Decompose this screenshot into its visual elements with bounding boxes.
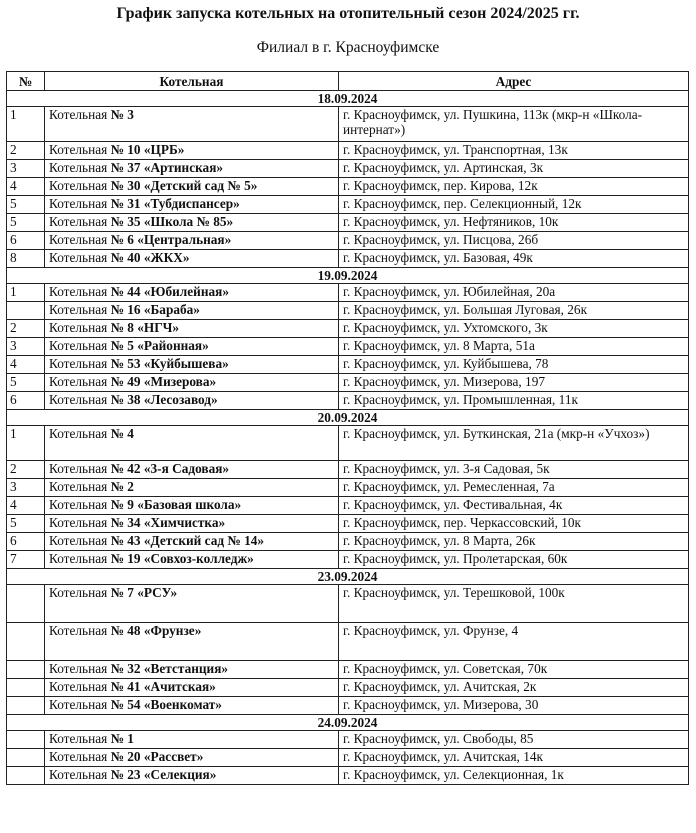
boiler-name-cell [45, 585, 339, 623]
boiler-name-cell [45, 515, 339, 533]
boiler-name: № 40 «ЖКХ» [110, 250, 190, 265]
boiler-name-cell [45, 392, 339, 410]
boiler-prefix: Котельная [49, 160, 111, 175]
boiler-name: № 41 «Ачитская» [110, 679, 216, 694]
address-cell: г. Красноуфимск, ул. 8 Марта, 26к [339, 533, 689, 551]
address-cell: г. Красноуфимск, пер. Селекционный, 12к [339, 196, 689, 214]
boiler-name: № 19 «Совхоз-колледж» [110, 551, 254, 566]
table-row [7, 585, 689, 623]
row-number: 6 [7, 392, 45, 410]
boiler-prefix: Котельная [49, 533, 111, 548]
table-row [7, 320, 689, 338]
address-cell: г. Красноуфимск, ул. Мизерова, 30 [339, 697, 689, 715]
start-date: 24.09.2024 [7, 715, 689, 731]
boiler-name: № 3 [110, 107, 134, 122]
date-group-row [7, 91, 689, 107]
row-number: 2 [7, 142, 45, 160]
start-date: 20.09.2024 [7, 410, 689, 426]
table-body [7, 91, 689, 785]
boiler-prefix: Котельная [49, 461, 111, 476]
boiler-name-cell [45, 374, 339, 392]
boiler-prefix: Котельная [49, 661, 111, 676]
address-cell: г. Красноуфимск, ул. Ачитская, 2к [339, 679, 689, 697]
row-number: 3 [7, 160, 45, 178]
boiler-prefix: Котельная [49, 426, 111, 441]
column-header-num: № [7, 72, 45, 91]
address-cell: г. Красноуфимск, ул. Фестивальная, 4к [339, 497, 689, 515]
boiler-prefix: Котельная [49, 284, 111, 299]
row-number: 7 [7, 551, 45, 569]
schedule-table [6, 71, 689, 785]
boiler-name: № 4 [110, 426, 134, 441]
address-cell: г. Красноуфимск, пер. Черкассовский, 10к [339, 515, 689, 533]
table-row [7, 142, 689, 160]
boiler-name: № 20 «Рассвет» [110, 749, 204, 764]
row-number: 5 [7, 214, 45, 232]
boiler-name: № 48 «Фрунзе» [110, 623, 202, 638]
row-number: 5 [7, 196, 45, 214]
table-row [7, 160, 689, 178]
boiler-name-cell [45, 302, 339, 320]
table-row [7, 461, 689, 479]
boiler-name-cell [45, 232, 339, 250]
column-header-address: Адрес [339, 72, 689, 91]
boiler-name: № 44 «Юбилейная» [110, 284, 229, 299]
address-cell: г. Красноуфимск, ул. Ремесленная, 7а [339, 479, 689, 497]
address-cell: г. Красноуфимск, ул. 3-я Садовая, 5к [339, 461, 689, 479]
boiler-prefix: Котельная [49, 392, 111, 407]
boiler-name-cell [45, 623, 339, 661]
row-number: 3 [7, 338, 45, 356]
row-number: 1 [7, 426, 45, 461]
boiler-name-cell [45, 749, 339, 767]
boiler-name-cell [45, 320, 339, 338]
boiler-prefix: Котельная [49, 623, 111, 638]
boiler-prefix: Котельная [49, 767, 111, 782]
boiler-name: № 10 «ЦРБ» [110, 142, 185, 157]
row-number: 6 [7, 533, 45, 551]
table-row [7, 426, 689, 461]
boiler-prefix: Котельная [49, 338, 111, 353]
boiler-name: № 30 «Детский сад № 5» [110, 178, 258, 193]
table-row [7, 302, 689, 320]
boiler-name-cell [45, 533, 339, 551]
table-row [7, 731, 689, 749]
address-cell: г. Красноуфимск, ул. Селекционная, 1к [339, 767, 689, 785]
row-number [7, 767, 45, 785]
row-number: 2 [7, 320, 45, 338]
address-cell: г. Красноуфимск, ул. Пушкина, 113к (мкр-н «Школа-интернат») [339, 107, 689, 142]
table-row [7, 196, 689, 214]
boiler-prefix: Котельная [49, 178, 111, 193]
boiler-prefix: Котельная [49, 374, 111, 389]
boiler-prefix: Котельная [49, 302, 111, 317]
address-cell: г. Красноуфимск, ул. Свободы, 85 [339, 731, 689, 749]
boiler-name-cell [45, 767, 339, 785]
table-row [7, 661, 689, 679]
boiler-name: № 1 [110, 731, 134, 746]
boiler-name: № 43 «Детский сад № 14» [110, 533, 265, 548]
boiler-prefix: Котельная [49, 142, 111, 157]
table-row [7, 284, 689, 302]
table-row [7, 515, 689, 533]
row-number: 1 [7, 107, 45, 142]
boiler-prefix: Котельная [49, 250, 111, 265]
boiler-name: № 16 «Бараба» [110, 302, 200, 317]
boiler-name-cell [45, 356, 339, 374]
boiler-name: № 9 «Базовая школа» [110, 497, 242, 512]
boiler-name-cell [45, 284, 339, 302]
address-cell: г. Красноуфимск, ул. Пролетарская, 60к [339, 551, 689, 569]
boiler-name: № 2 [110, 479, 134, 494]
row-number: 1 [7, 284, 45, 302]
boiler-name-cell [45, 479, 339, 497]
boiler-name: № 38 «Лесозавод» [110, 392, 218, 407]
table-row [7, 356, 689, 374]
row-number [7, 623, 45, 661]
boiler-name-cell [45, 426, 339, 461]
start-date: 18.09.2024 [7, 91, 689, 107]
boiler-name-cell [45, 142, 339, 160]
boiler-name: № 53 «Куйбышева» [110, 356, 229, 371]
row-number: 5 [7, 515, 45, 533]
boiler-prefix: Котельная [49, 679, 111, 694]
address-cell: г. Красноуфимск, ул. Ухтомского, 3к [339, 320, 689, 338]
boiler-name-cell [45, 196, 339, 214]
column-header-boiler: Котельная [45, 72, 339, 91]
boiler-name-cell [45, 461, 339, 479]
row-number [7, 749, 45, 767]
row-number: 3 [7, 479, 45, 497]
boiler-name-cell [45, 214, 339, 232]
boiler-name: № 6 «Центральная» [110, 232, 232, 247]
boiler-prefix: Котельная [49, 356, 111, 371]
boiler-name-cell [45, 497, 339, 515]
address-cell: г. Красноуфимск, ул. Артинская, 3к [339, 160, 689, 178]
table-row [7, 214, 689, 232]
boiler-name: № 54 «Военкомат» [110, 697, 222, 712]
address-cell: г. Красноуфимск, ул. Большая Луговая, 26к [339, 302, 689, 320]
table-row [7, 250, 689, 268]
address-cell: г. Красноуфимск, ул. 8 Марта, 51а [339, 338, 689, 356]
boiler-prefix: Котельная [49, 731, 111, 746]
table-row [7, 338, 689, 356]
address-cell: г. Красноуфимск, ул. Буткинская, 21а (мкр-н «Учхоз») [339, 426, 689, 461]
table-row [7, 479, 689, 497]
start-date: 19.09.2024 [7, 268, 689, 284]
boiler-name-cell [45, 661, 339, 679]
address-cell: г. Красноуфимск, ул. Ачитская, 14к [339, 749, 689, 767]
boiler-name: № 32 «Ветстанция» [110, 661, 229, 676]
boiler-prefix: Котельная [49, 107, 111, 122]
page-subtitle: Филиал в г. Красноуфимске [256, 39, 440, 56]
boiler-prefix: Котельная [49, 479, 111, 494]
boiler-prefix: Котельная [49, 697, 111, 712]
row-number: 4 [7, 178, 45, 196]
boiler-name-cell [45, 551, 339, 569]
boiler-name: № 42 «3-я Садовая» [110, 461, 230, 476]
table-row [7, 107, 689, 142]
date-group-row [7, 715, 689, 731]
address-cell: г. Красноуфимск, ул. Куйбышева, 78 [339, 356, 689, 374]
table-row [7, 232, 689, 250]
table-row [7, 679, 689, 697]
row-number [7, 585, 45, 623]
boiler-name-cell [45, 107, 339, 142]
boiler-name-cell [45, 731, 339, 749]
boiler-name: № 35 «Школа № 85» [110, 214, 234, 229]
row-number [7, 302, 45, 320]
boiler-name-cell [45, 178, 339, 196]
table-row [7, 551, 689, 569]
boiler-prefix: Котельная [49, 214, 111, 229]
date-group-row [7, 569, 689, 585]
address-cell: г. Красноуфимск, ул. Писцова, 26б [339, 232, 689, 250]
table-row [7, 533, 689, 551]
row-number: 4 [7, 356, 45, 374]
address-cell: г. Красноуфимск, ул. Нефтяников, 10к [339, 214, 689, 232]
table-row [7, 392, 689, 410]
boiler-prefix: Котельная [49, 196, 111, 211]
boiler-prefix: Котельная [49, 749, 111, 764]
date-group-row [7, 268, 689, 284]
address-cell: г. Красноуфимск, ул. Советская, 70к [339, 661, 689, 679]
boiler-name-cell [45, 338, 339, 356]
boiler-prefix: Котельная [49, 497, 111, 512]
boiler-name-cell [45, 697, 339, 715]
boiler-name: № 23 «Селекция» [110, 767, 217, 782]
address-cell: г. Красноуфимск, ул. Базовая, 49к [339, 250, 689, 268]
boiler-name-cell [45, 679, 339, 697]
table-row [7, 623, 689, 661]
table-row [7, 749, 689, 767]
boiler-prefix: Котельная [49, 585, 111, 600]
table-row [7, 178, 689, 196]
boiler-name: № 49 «Мизерова» [110, 374, 217, 389]
address-cell: г. Красноуфимск, ул. Фрунзе, 4 [339, 623, 689, 661]
boiler-name: № 8 «НГЧ» [110, 320, 180, 335]
address-cell: г. Красноуфимск, ул. Терешковой, 100к [339, 585, 689, 623]
boiler-name-cell [45, 250, 339, 268]
boiler-name: № 34 «Химчистка» [110, 515, 226, 530]
boiler-prefix: Котельная [49, 232, 111, 247]
table-header-row [7, 72, 689, 91]
boiler-name: № 7 «РСУ» [110, 585, 178, 600]
address-cell: г. Красноуфимск, пер. Кирова, 12к [339, 178, 689, 196]
boiler-prefix: Котельная [49, 515, 111, 530]
row-number: 4 [7, 497, 45, 515]
boiler-name: № 31 «Тубдиспансер» [110, 196, 240, 211]
row-number: 2 [7, 461, 45, 479]
table-row [7, 374, 689, 392]
address-cell: г. Красноуфимск, ул. Мизерова, 197 [339, 374, 689, 392]
boiler-name-cell [45, 160, 339, 178]
address-cell: г. Красноуфимск, ул. Промышленная, 11к [339, 392, 689, 410]
boiler-prefix: Котельная [49, 320, 111, 335]
table-row [7, 497, 689, 515]
table-row [7, 697, 689, 715]
row-number [7, 731, 45, 749]
address-cell: г. Красноуфимск, ул. Юбилейная, 20а [339, 284, 689, 302]
address-cell: г. Красноуфимск, ул. Транспортная, 13к [339, 142, 689, 160]
row-number [7, 661, 45, 679]
boiler-name: № 37 «Артинская» [110, 160, 224, 175]
boiler-name: № 5 «Районная» [110, 338, 209, 353]
boiler-prefix: Котельная [49, 551, 111, 566]
row-number: 6 [7, 232, 45, 250]
table-row [7, 767, 689, 785]
page-title: График запуска котельных на отопительный сезон 2024/2025 гг. [116, 5, 580, 22]
start-date: 23.09.2024 [7, 569, 689, 585]
date-group-row [7, 410, 689, 426]
row-number [7, 679, 45, 697]
row-number: 5 [7, 374, 45, 392]
row-number: 8 [7, 250, 45, 268]
row-number [7, 697, 45, 715]
